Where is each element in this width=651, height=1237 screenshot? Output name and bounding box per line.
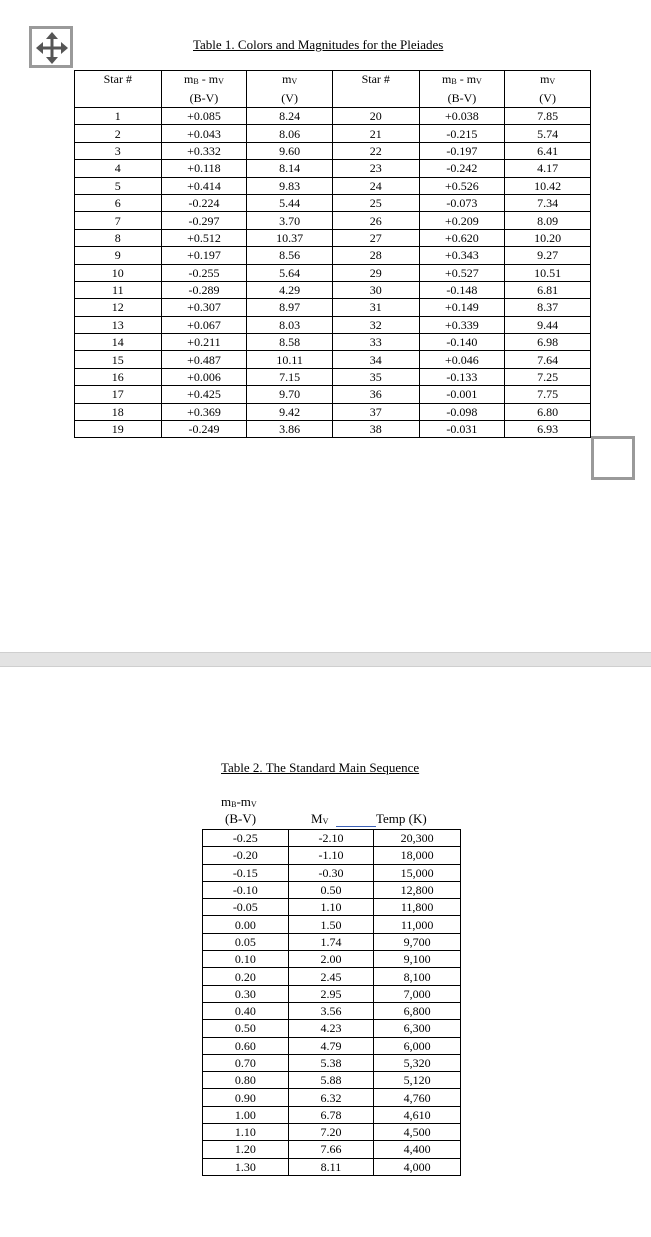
right-star-number-cell: 22 [332,142,419,159]
right-star-number-cell: 24 [332,177,419,194]
temperature-cell: 4,760 [374,1089,461,1106]
table-row [203,1054,461,1071]
right-color-index-cell: -0.242 [419,160,505,177]
table-row [203,916,461,933]
table-row [203,1020,461,1037]
header-star-left: Star # [75,71,162,108]
right-magnitude-v-cell: 7.85 [505,108,591,125]
absolute-magnitude-cell: -2.10 [288,830,374,847]
right-star-number-cell: 33 [332,334,419,351]
right-star-number-cell: 28 [332,247,419,264]
left-star-number-cell: 5 [75,177,162,194]
absolute-magnitude-cell: 8.11 [288,1158,374,1175]
right-magnitude-v-cell: 10.42 [505,177,591,194]
right-color-index-cell: -0.031 [419,421,505,438]
table2-caption: Table 2. The Standard Main Sequence [221,760,420,775]
right-star-number-cell: 23 [332,160,419,177]
right-magnitude-v-cell: 4.17 [505,160,591,177]
color-index-cell: 1.30 [203,1158,289,1175]
color-index-cell: 1.00 [203,1106,289,1123]
right-magnitude-v-cell: 6.98 [505,334,591,351]
right-color-index-cell: +0.046 [419,351,505,368]
right-color-index-cell: +0.527 [419,264,505,281]
table-row [203,1089,461,1106]
t2-header-bv: mB-mV [221,794,257,809]
right-star-number-cell: 27 [332,229,419,246]
color-index-cell: -0.05 [203,899,289,916]
right-magnitude-v-cell: 6.80 [505,403,591,420]
right-magnitude-v-cell: 6.93 [505,421,591,438]
table-row [203,830,461,847]
left-color-index-cell: +0.211 [161,334,247,351]
table-row [203,1158,461,1175]
table-row [75,316,591,333]
left-color-index-cell: +0.197 [161,247,247,264]
right-star-number-cell: 35 [332,368,419,385]
left-star-number-cell: 19 [75,421,162,438]
temperature-cell: 7,000 [374,985,461,1002]
left-star-number-cell: 8 [75,229,162,246]
table-row [75,368,591,385]
left-magnitude-v-cell: 5.44 [247,194,333,211]
absolute-magnitude-cell: 2.95 [288,985,374,1002]
right-star-number-cell: 37 [332,403,419,420]
right-color-index-cell: -0.140 [419,334,505,351]
right-color-index-cell: -0.133 [419,368,505,385]
temperature-cell: 18,000 [374,847,461,864]
table-row [75,108,591,125]
right-color-index-cell: +0.339 [419,316,505,333]
left-magnitude-v-cell: 7.15 [247,368,333,385]
right-color-index-cell: +0.620 [419,229,505,246]
color-index-cell: 0.00 [203,916,289,933]
left-star-number-cell: 1 [75,108,162,125]
header-star-right: Star # [332,71,419,108]
temperature-cell: 11,800 [374,899,461,916]
right-star-number-cell: 34 [332,351,419,368]
absolute-magnitude-cell: 1.50 [288,916,374,933]
temperature-cell: 4,610 [374,1106,461,1123]
left-magnitude-v-cell: 8.06 [247,125,333,142]
right-color-index-cell: +0.209 [419,212,505,229]
right-magnitude-v-cell: 8.09 [505,212,591,229]
left-star-number-cell: 14 [75,334,162,351]
color-index-cell: 0.10 [203,951,289,968]
color-index-cell: -0.10 [203,881,289,898]
right-magnitude-v-cell: 7.75 [505,386,591,403]
right-color-index-cell: -0.073 [419,194,505,211]
table1-caption: Table 1. Colors and Magnitudes for the Pleiades [193,37,444,52]
header-v-right: mV (V) [505,71,591,108]
table-row [203,985,461,1002]
right-color-index-cell: -0.215 [419,125,505,142]
right-star-number-cell: 36 [332,386,419,403]
color-index-cell: 0.50 [203,1020,289,1037]
right-color-index-cell: +0.526 [419,177,505,194]
absolute-magnitude-cell: -0.30 [288,864,374,881]
right-color-index-cell: +0.038 [419,108,505,125]
right-star-number-cell: 32 [332,316,419,333]
left-color-index-cell: +0.085 [161,108,247,125]
table-row [203,1124,461,1141]
move-icon [36,32,68,64]
color-index-cell: 0.60 [203,1037,289,1054]
right-star-number-cell: 26 [332,212,419,229]
temperature-cell: 4,000 [374,1158,461,1175]
left-color-index-cell: -0.297 [161,212,247,229]
left-star-number-cell: 3 [75,142,162,159]
header-bv-left: mB - mV (B-V) [161,71,247,108]
table-row [75,421,591,438]
right-star-number-cell: 21 [332,125,419,142]
color-index-cell: 0.90 [203,1089,289,1106]
table-row [203,881,461,898]
left-star-number-cell: 17 [75,386,162,403]
right-magnitude-v-cell: 7.34 [505,194,591,211]
table-resize-handle[interactable] [591,436,635,480]
color-index-cell: 0.40 [203,1002,289,1019]
left-magnitude-v-cell: 3.70 [247,212,333,229]
left-star-number-cell: 7 [75,212,162,229]
temperature-cell: 12,800 [374,881,461,898]
left-color-index-cell: +0.332 [161,142,247,159]
table-row [203,968,461,985]
right-magnitude-v-cell: 9.27 [505,247,591,264]
color-index-cell: 1.20 [203,1141,289,1158]
right-color-index-cell: +0.343 [419,247,505,264]
left-magnitude-v-cell: 10.37 [247,229,333,246]
table-row [75,299,591,316]
absolute-magnitude-cell: 3.56 [288,1002,374,1019]
right-magnitude-v-cell: 10.51 [505,264,591,281]
temperature-cell: 8,100 [374,968,461,985]
table-row [75,247,591,264]
color-index-cell: 0.80 [203,1072,289,1089]
right-star-number-cell: 30 [332,281,419,298]
left-magnitude-v-cell: 9.83 [247,177,333,194]
absolute-magnitude-cell: -1.10 [288,847,374,864]
left-magnitude-v-cell: 10.11 [247,351,333,368]
left-magnitude-v-cell: 9.70 [247,386,333,403]
table-row [203,933,461,950]
table-row [203,1002,461,1019]
color-index-cell: 0.70 [203,1054,289,1071]
table-row [75,125,591,142]
left-magnitude-v-cell: 8.03 [247,316,333,333]
table-row [203,1072,461,1089]
right-magnitude-v-cell: 10.20 [505,229,591,246]
table-row [75,229,591,246]
right-color-index-cell: -0.148 [419,281,505,298]
temperature-cell: 20,300 [374,830,461,847]
color-index-cell: 0.30 [203,985,289,1002]
table-row [75,403,591,420]
absolute-magnitude-cell: 4.23 [288,1020,374,1037]
color-index-cell: -0.15 [203,864,289,881]
temperature-cell: 11,000 [374,916,461,933]
main-sequence-table [202,829,461,1176]
right-color-index-cell: -0.001 [419,386,505,403]
absolute-magnitude-cell: 4.79 [288,1037,374,1054]
absolute-magnitude-cell: 6.78 [288,1106,374,1123]
color-index-cell: 0.05 [203,933,289,950]
table-row [75,351,591,368]
left-color-index-cell: +0.487 [161,351,247,368]
left-star-number-cell: 15 [75,351,162,368]
absolute-magnitude-cell: 5.88 [288,1072,374,1089]
left-magnitude-v-cell: 8.24 [247,108,333,125]
right-magnitude-v-cell: 7.64 [505,351,591,368]
temperature-cell: 6,300 [374,1020,461,1037]
left-color-index-cell: +0.067 [161,316,247,333]
right-magnitude-v-cell: 6.41 [505,142,591,159]
left-star-number-cell: 16 [75,368,162,385]
left-color-index-cell: +0.512 [161,229,247,246]
table-row [203,899,461,916]
left-color-index-cell: +0.118 [161,160,247,177]
table-row [203,1141,461,1158]
absolute-magnitude-cell: 0.50 [288,881,374,898]
left-magnitude-v-cell: 5.64 [247,264,333,281]
page-break [0,652,651,667]
left-magnitude-v-cell: 9.42 [247,403,333,420]
left-color-index-cell: -0.289 [161,281,247,298]
left-color-index-cell: +0.414 [161,177,247,194]
table-row [75,160,591,177]
left-magnitude-v-cell: 8.14 [247,160,333,177]
absolute-magnitude-cell: 2.00 [288,951,374,968]
right-color-index-cell: -0.197 [419,142,505,159]
left-star-number-cell: 2 [75,125,162,142]
left-magnitude-v-cell: 8.58 [247,334,333,351]
absolute-magnitude-cell: 7.66 [288,1141,374,1158]
right-magnitude-v-cell: 6.81 [505,281,591,298]
left-magnitude-v-cell: 8.56 [247,247,333,264]
absolute-magnitude-cell: 1.10 [288,899,374,916]
right-color-index-cell: +0.149 [419,299,505,316]
left-star-number-cell: 10 [75,264,162,281]
color-index-cell: -0.20 [203,847,289,864]
temperature-cell: 6,800 [374,1002,461,1019]
right-star-number-cell: 20 [332,108,419,125]
left-color-index-cell: +0.369 [161,403,247,420]
absolute-magnitude-cell: 5.38 [288,1054,374,1071]
table-row [203,864,461,881]
left-color-index-cell: +0.006 [161,368,247,385]
table-row [203,1106,461,1123]
left-color-index-cell: +0.425 [161,386,247,403]
temperature-cell: 9,700 [374,933,461,950]
temperature-cell: 5,120 [374,1072,461,1089]
color-index-cell: 0.20 [203,968,289,985]
table-row [75,264,591,281]
table-row [75,212,591,229]
table-row [203,847,461,864]
table-row [75,334,591,351]
left-color-index-cell: +0.043 [161,125,247,142]
left-magnitude-v-cell: 9.60 [247,142,333,159]
absolute-magnitude-cell: 2.45 [288,968,374,985]
temperature-cell: 6,000 [374,1037,461,1054]
table-move-handle[interactable] [29,26,73,68]
table-row [75,177,591,194]
t2-header-bv-paren: (B-V) [225,811,257,826]
right-magnitude-v-cell: 5.74 [505,125,591,142]
absolute-magnitude-cell: 1.74 [288,933,374,950]
left-star-number-cell: 13 [75,316,162,333]
right-star-number-cell: 29 [332,264,419,281]
pleiades-table [74,70,591,438]
left-star-number-cell: 11 [75,281,162,298]
left-color-index-cell: +0.307 [161,299,247,316]
t2-header-mv: MV [311,811,329,826]
temperature-cell: 4,500 [374,1124,461,1141]
temperature-cell: 15,000 [374,864,461,881]
right-star-number-cell: 31 [332,299,419,316]
temperature-cell: 9,100 [374,951,461,968]
table-row [75,194,591,211]
left-color-index-cell: -0.224 [161,194,247,211]
temperature-cell: 5,320 [374,1054,461,1071]
header-bv-right: mB - mV (B-V) [419,71,505,108]
left-star-number-cell: 12 [75,299,162,316]
table-row [75,386,591,403]
absolute-magnitude-cell: 7.20 [288,1124,374,1141]
left-star-number-cell: 18 [75,403,162,420]
right-color-index-cell: -0.098 [419,403,505,420]
left-magnitude-v-cell: 4.29 [247,281,333,298]
left-star-number-cell: 4 [75,160,162,177]
right-magnitude-v-cell: 7.25 [505,368,591,385]
header-v-left: mV (V) [247,71,333,108]
color-index-cell: 1.10 [203,1124,289,1141]
table-row [75,281,591,298]
left-star-number-cell: 6 [75,194,162,211]
right-star-number-cell: 38 [332,421,419,438]
left-color-index-cell: -0.255 [161,264,247,281]
absolute-magnitude-cell: 6.32 [288,1089,374,1106]
table-row [203,1037,461,1054]
t2-header-temp: Temp (K) [376,811,427,826]
right-magnitude-v-cell: 8.37 [505,299,591,316]
left-color-index-cell: -0.249 [161,421,247,438]
anchor-line [336,826,376,827]
left-star-number-cell: 9 [75,247,162,264]
left-magnitude-v-cell: 3.86 [247,421,333,438]
color-index-cell: -0.25 [203,830,289,847]
table-row [203,951,461,968]
temperature-cell: 4,400 [374,1141,461,1158]
table-row [75,142,591,159]
right-magnitude-v-cell: 9.44 [505,316,591,333]
right-star-number-cell: 25 [332,194,419,211]
left-magnitude-v-cell: 8.97 [247,299,333,316]
